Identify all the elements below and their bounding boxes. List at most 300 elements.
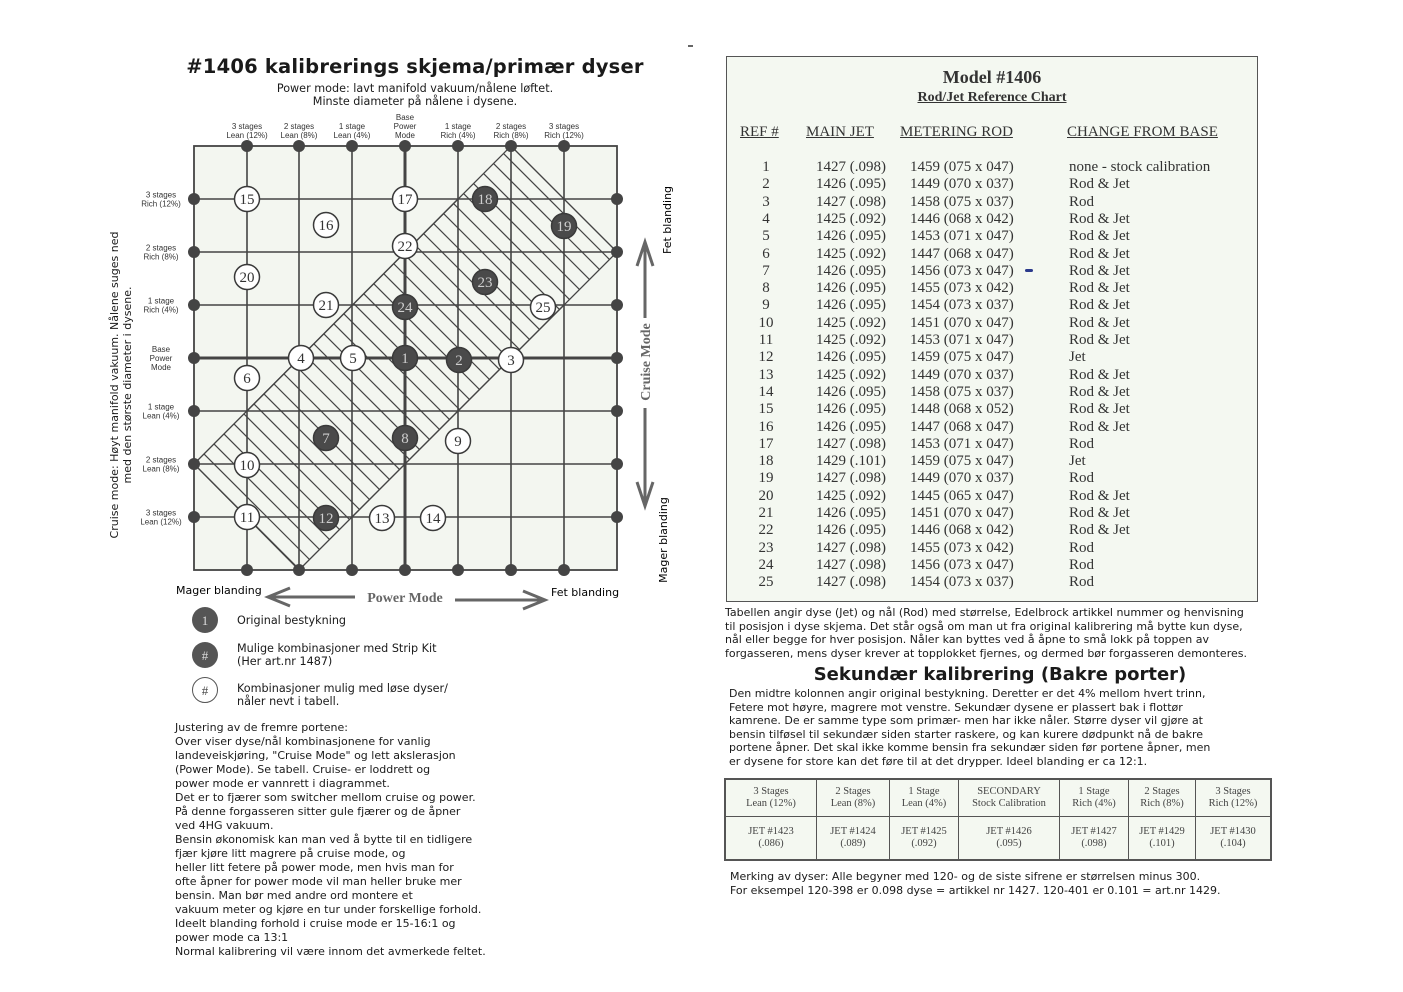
left-row-label: 3 stages bbox=[145, 508, 177, 518]
table-row bbox=[740, 332, 1240, 349]
main-jet: 1426 (.095) bbox=[816, 505, 886, 521]
ref-number: 21 bbox=[758, 505, 774, 521]
edge-dot bbox=[241, 140, 253, 152]
table-row bbox=[740, 246, 1240, 263]
marking-line: For eksempel 120-398 er 0.098 dyse = artikkel nr 1427. 120-401 er 0.101 = art.nr 1429. bbox=[730, 883, 1221, 897]
node-number: 7 bbox=[322, 431, 330, 447]
left-row-label: 3 stages bbox=[145, 190, 177, 200]
jet-size: (.089) bbox=[840, 838, 866, 849]
header-line: 2 Stages bbox=[1144, 785, 1180, 797]
left-row-label: Power bbox=[149, 354, 173, 363]
node-number: 1 bbox=[401, 351, 409, 367]
main-jet: 1427 (.098) bbox=[816, 539, 886, 556]
left-row-label: Lean (4%) bbox=[142, 411, 180, 421]
metering-rod: 1451 (070 x 047) bbox=[910, 505, 1014, 521]
ref-number: 24 bbox=[758, 556, 774, 573]
top-column-label: 3 stages bbox=[548, 122, 580, 131]
change-from-base: Rod & Jet bbox=[1069, 210, 1130, 227]
node-number: 13 bbox=[374, 511, 390, 527]
ref-number: 14 bbox=[758, 383, 774, 400]
secondary-jet-cell bbox=[890, 817, 959, 861]
edge-dot bbox=[293, 564, 305, 576]
top-column-label: Rich (8%) bbox=[493, 131, 529, 140]
metering-rod: 1454 (073 x 037) bbox=[910, 297, 1014, 314]
metering-rod: 1455 (073 x 042) bbox=[910, 539, 1014, 556]
metering-rod: 1459 (075 x 047) bbox=[910, 159, 1014, 175]
legend-label bbox=[237, 682, 448, 708]
secondary-jet-cell bbox=[817, 817, 890, 861]
change-from-base: Rod & Jet bbox=[1069, 418, 1130, 435]
notes-line: ofte åpner for power mode vil man heller bruke mer bbox=[175, 875, 462, 888]
notes-line: Bensin økonomisk kan man ved å bytte til en tidligere bbox=[175, 833, 473, 846]
edge-dot bbox=[399, 564, 411, 576]
jet-number: JET #1423 bbox=[748, 825, 794, 837]
edge-dot bbox=[452, 140, 464, 152]
top-column-label: Lean (4%) bbox=[333, 131, 371, 140]
reference-chart-subtitle: Rod/Jet Reference Chart bbox=[917, 90, 1067, 105]
diagram-subtitle-line-1: Power mode: lavt manifold vakuum/nålene løftet. bbox=[276, 82, 554, 95]
ref-number: 13 bbox=[758, 366, 774, 383]
diagram-subtitle-line-2: Minste diameter på nålene i dysene. bbox=[312, 95, 518, 108]
diagram-node-7 bbox=[314, 426, 339, 451]
secondary-table-header-row bbox=[725, 779, 1271, 817]
metering-rod: 1447 (068 x 047) bbox=[910, 245, 1014, 262]
jet-size: (.098) bbox=[1081, 838, 1107, 849]
pen-mark bbox=[1025, 269, 1033, 272]
node-number: 20 bbox=[239, 270, 255, 286]
diagram-node-12 bbox=[314, 506, 339, 531]
diagram-node-11 bbox=[235, 505, 260, 530]
metering-rod: 1459 (075 x 047) bbox=[910, 349, 1014, 366]
header-line: SECONDARY bbox=[977, 785, 1041, 797]
node-number: 6 bbox=[243, 371, 251, 387]
edge-dot bbox=[452, 564, 464, 576]
edge-dot bbox=[188, 405, 200, 417]
ref-number: 19 bbox=[758, 470, 774, 487]
jet-number: JET #1424 bbox=[830, 825, 876, 837]
node-number: 19 bbox=[556, 219, 572, 235]
metering-rod: 1448 (068 x 052) bbox=[910, 401, 1014, 418]
left-row-label: 1 stage bbox=[147, 402, 175, 412]
reference-chart-rows bbox=[740, 159, 1240, 594]
secondary-column-header bbox=[959, 779, 1060, 817]
node-number: 23 bbox=[477, 275, 493, 291]
diagram-node-18 bbox=[473, 187, 498, 212]
jet-number: JET #1427 bbox=[1071, 825, 1117, 837]
description-line: er dysene for store kan det føre til at det drypper. Ideel blanding er ca 12:1. bbox=[729, 754, 1148, 768]
main-jet: 1426 (.095) bbox=[816, 297, 886, 314]
description-line: til posisjon i dyse skjema. Det står også om man ut fra original kalibrering må bytte kun dyse, bbox=[725, 619, 1243, 633]
diagram-node-10 bbox=[235, 453, 260, 478]
filled-circle-icon: # bbox=[192, 642, 218, 668]
node-number: 9 bbox=[454, 434, 462, 450]
left-row-label: Rich (4%) bbox=[143, 305, 179, 315]
node-number: 18 bbox=[477, 192, 493, 208]
ref-number: 12 bbox=[758, 349, 774, 366]
edge-dot bbox=[611, 511, 623, 523]
node-number: 15 bbox=[239, 192, 255, 208]
change-from-base: Rod & Jet bbox=[1069, 262, 1130, 279]
notes-line: vakuum meter og kjøre en tur under forskellige forhold. bbox=[175, 903, 482, 916]
legend-item-loose-jets bbox=[192, 677, 512, 707]
notes-line: power mode er vannrett i diagrammet. bbox=[175, 777, 390, 790]
diagram-node-5 bbox=[341, 346, 366, 371]
left-row-label: 1 stage bbox=[147, 296, 175, 306]
diagram-node-21 bbox=[314, 293, 339, 318]
metering-rod: 1447 (068 x 047) bbox=[910, 418, 1014, 435]
change-from-base: Rod & Jet bbox=[1069, 487, 1130, 504]
right-axis-title: Cruise Mode bbox=[639, 323, 654, 401]
top-column-label: Mode bbox=[394, 131, 416, 140]
open-circle-icon: # bbox=[192, 677, 218, 703]
secondary-jet-table bbox=[724, 778, 1272, 861]
change-from-base: Rod & Jet bbox=[1069, 522, 1130, 539]
edge-dot bbox=[611, 246, 623, 258]
notes-line: fjær kjøre litt magrere på cruise mode, og bbox=[175, 847, 406, 860]
ref-number: 25 bbox=[758, 574, 774, 591]
left-row-label: Rich (12%) bbox=[141, 199, 181, 209]
node-number: 8 bbox=[401, 431, 409, 447]
header-line: 1 Stage bbox=[908, 785, 940, 797]
legend-label bbox=[237, 642, 437, 668]
table-row bbox=[740, 159, 1240, 176]
top-column-label: 2 stages bbox=[495, 122, 527, 131]
table-row bbox=[740, 470, 1240, 487]
table-row bbox=[740, 540, 1240, 557]
top-column-labels bbox=[226, 113, 584, 140]
notes-line: ved 4HG vakuum. bbox=[175, 819, 274, 832]
bottom-axis-title: Power Mode bbox=[367, 591, 443, 606]
node-number: 2 bbox=[455, 353, 463, 369]
table-row bbox=[740, 436, 1240, 453]
node-number: 24 bbox=[397, 300, 413, 316]
legend-label-line: Kombinasjoner mulig med løse dyser/ bbox=[237, 682, 448, 695]
main-jet: 1425 (.092) bbox=[816, 487, 886, 504]
change-from-base: Rod bbox=[1069, 539, 1095, 556]
edge-dot bbox=[346, 140, 358, 152]
left-row-label: Lean (12%) bbox=[140, 517, 182, 527]
left-row-label: 2 stages bbox=[145, 455, 177, 465]
ref-number: 4 bbox=[762, 210, 770, 227]
table-row bbox=[740, 280, 1240, 297]
table-row bbox=[740, 211, 1240, 228]
jet-size: (.086) bbox=[758, 838, 784, 849]
ref-number: 6 bbox=[762, 245, 770, 262]
notes-line: bensin. Man bør med andre ord montere et bbox=[175, 889, 413, 902]
metering-rod: 1458 (075 x 037) bbox=[910, 383, 1014, 400]
ref-number: 10 bbox=[758, 314, 774, 331]
main-jet: 1427 (.098) bbox=[816, 574, 886, 591]
bottom-axis-right-label: Fet blanding bbox=[551, 586, 620, 599]
ref-number: 7 bbox=[762, 262, 770, 279]
secondary-column-header bbox=[725, 779, 817, 817]
metering-rod: 1456 (073 x 047) bbox=[910, 262, 1014, 279]
change-from-base: Rod & Jet bbox=[1069, 280, 1130, 297]
jet-size: (.092) bbox=[911, 838, 937, 849]
metering-rod: 1445 (065 x 047) bbox=[910, 487, 1014, 504]
notes-line: (Power Mode). Se tabell. Cruise- er loddrett og bbox=[175, 763, 431, 776]
main-jet: 1427 (.098) bbox=[816, 556, 886, 573]
edge-dot bbox=[188, 352, 200, 364]
table-row bbox=[740, 419, 1240, 436]
header-metering-rod: METERING ROD bbox=[900, 124, 1013, 140]
left-row-labels bbox=[140, 191, 182, 527]
node-number: 10 bbox=[239, 458, 255, 474]
secondary-title: Sekundær kalibrering (Bakre porter) bbox=[813, 664, 1187, 685]
ref-number: 1 bbox=[762, 159, 770, 175]
marking-line: Merking av dyser: Alle begyner med 120- og de siste sifrene er størrelsen minus 300. bbox=[730, 870, 1201, 883]
secondary-column-header bbox=[1196, 779, 1272, 817]
metering-rod: 1458 (075 x 037) bbox=[910, 193, 1014, 210]
ref-number: 8 bbox=[762, 280, 770, 297]
metering-rod: 1449 (070 x 037) bbox=[910, 470, 1014, 487]
calibration-diagram bbox=[0, 0, 720, 620]
edge-dot bbox=[505, 140, 517, 152]
header-line: 1 Stage bbox=[1078, 785, 1110, 797]
header-line: Lean (8%) bbox=[830, 798, 876, 809]
secondary-column-header bbox=[817, 779, 890, 817]
ref-number: 18 bbox=[758, 453, 774, 470]
metering-rod: 1459 (075 x 047) bbox=[910, 453, 1014, 470]
jet-number: JET #1430 bbox=[1210, 825, 1256, 837]
main-jet: 1426 (.095) bbox=[816, 401, 886, 418]
description-line: Fetere mot høyre, magrere mot venstre. Sekundær dysene er plassert bak i flottør bbox=[729, 700, 1183, 714]
edge-dot bbox=[293, 140, 305, 152]
metering-rod: 1449 (070 x 037) bbox=[910, 176, 1014, 193]
main-jet: 1429 (.101) bbox=[816, 453, 886, 470]
ref-number: 11 bbox=[758, 332, 774, 348]
table-row bbox=[740, 194, 1240, 211]
filled-circle-icon: 1 bbox=[192, 607, 218, 633]
scan-mark bbox=[688, 45, 693, 47]
table-row bbox=[740, 574, 1240, 591]
secondary-jet-cell bbox=[1196, 817, 1272, 861]
bottom-axis-left-label: Mager blanding bbox=[176, 584, 262, 597]
notes-line: power mode ca 13:1 bbox=[175, 931, 289, 944]
top-column-label: Power bbox=[393, 122, 417, 131]
header-line: Rich (8%) bbox=[1140, 798, 1184, 809]
left-rotated-caption-line-1: Cruise mode: Høyt manifold vakuum. Nålene suges ned bbox=[108, 231, 121, 539]
header-line: 2 Stages bbox=[835, 785, 871, 797]
ref-number: 15 bbox=[758, 401, 774, 418]
description-line: kamrene. De er samme type som primær- men har ikke nåler. Større dyser vil gjøre at bbox=[729, 714, 1203, 728]
change-from-base: Rod & Jet bbox=[1069, 176, 1130, 193]
main-jet: 1427 (.098) bbox=[816, 470, 886, 487]
diagram-node-25 bbox=[531, 295, 556, 320]
ref-number: 9 bbox=[762, 297, 770, 314]
node-number: 3 bbox=[507, 353, 515, 369]
main-jet: 1427 (.098) bbox=[816, 435, 886, 452]
table-row bbox=[740, 297, 1240, 314]
diagram-node-8 bbox=[393, 426, 418, 451]
notes-line: Justering av de fremre portene: bbox=[175, 721, 348, 734]
diagram-node-15 bbox=[235, 187, 260, 212]
change-from-base: none - stock calibration bbox=[1069, 159, 1211, 175]
diagram-node-16 bbox=[314, 213, 339, 238]
ref-number: 3 bbox=[762, 193, 770, 210]
table-row bbox=[740, 315, 1240, 332]
notes-line: Det er to fjærer som switcher mellom cruise og power. bbox=[175, 791, 476, 804]
table-row bbox=[740, 557, 1240, 574]
metering-rod: 1456 (073 x 047) bbox=[910, 556, 1014, 573]
diagram-node-23 bbox=[473, 270, 498, 295]
secondary-description bbox=[729, 687, 1274, 771]
notes-line: landeveiskjøring, "Cruise Mode" og lett akslerasjon bbox=[175, 749, 456, 762]
table-row bbox=[740, 349, 1240, 366]
reference-chart-description bbox=[725, 606, 1285, 662]
main-jet: 1426 (.095) bbox=[816, 176, 886, 193]
left-row-label: Rich (8%) bbox=[143, 252, 179, 262]
top-column-label: Lean (12%) bbox=[226, 131, 268, 140]
header-change-from-base: CHANGE FROM BASE bbox=[1067, 124, 1218, 140]
jet-size: (.104) bbox=[1220, 838, 1246, 849]
jet-marking-note bbox=[730, 870, 1290, 898]
main-jet: 1426 (.095) bbox=[816, 262, 886, 279]
secondary-column-header bbox=[1129, 779, 1196, 817]
reference-chart-model: Model #1406 bbox=[942, 67, 1042, 87]
right-axis-top-label: Fet blanding bbox=[661, 185, 674, 255]
secondary-jet-cell bbox=[959, 817, 1060, 861]
left-rotated-caption-line-2: med den største diameter i dysene. bbox=[121, 286, 134, 484]
main-jet: 1426 (.095) bbox=[816, 349, 886, 366]
arrow-left-icon bbox=[268, 588, 355, 606]
change-from-base: Rod & Jet bbox=[1069, 297, 1130, 314]
change-from-base: Rod bbox=[1069, 574, 1095, 591]
edge-dot bbox=[611, 193, 623, 205]
node-number: 25 bbox=[535, 300, 551, 316]
header-line: Rich (4%) bbox=[1072, 798, 1116, 809]
legend-label: Original bestykning bbox=[237, 614, 347, 627]
top-column-label: Rich (4%) bbox=[440, 131, 476, 140]
header-line: Lean (4%) bbox=[901, 798, 947, 809]
main-jet: 1425 (.092) bbox=[816, 366, 886, 383]
notes-line: Over viser dyse/nål kombinasjonene for vanlig bbox=[175, 735, 431, 748]
node-number: 12 bbox=[318, 511, 334, 527]
notes-line: Ideelt blanding forhold i cruise mode er 15-16:1 og bbox=[175, 917, 456, 930]
notes-line: heller litt fetere på power mode, men hvis man for bbox=[175, 861, 454, 874]
main-jet: 1426 (.095) bbox=[816, 280, 886, 297]
change-from-base: Jet bbox=[1069, 349, 1086, 366]
diagram-node-3 bbox=[499, 348, 524, 373]
ref-number: 2 bbox=[762, 176, 770, 193]
table-row bbox=[740, 505, 1240, 522]
secondary-table-value-row bbox=[725, 817, 1271, 861]
metering-rod: 1449 (070 x 037) bbox=[910, 366, 1014, 383]
node-number: 5 bbox=[349, 351, 357, 367]
ref-number: 17 bbox=[758, 435, 774, 452]
edge-dot bbox=[558, 564, 570, 576]
description-line: bensin tilføsel til sekundær siden starter raskere, og kan kurere dødpunkt nå de bakre bbox=[729, 727, 1204, 741]
diagram-node-22 bbox=[393, 234, 418, 259]
metering-rod: 1446 (068 x 042) bbox=[910, 210, 1014, 227]
edge-dot bbox=[188, 193, 200, 205]
diagram-node-1 bbox=[393, 346, 418, 371]
table-row bbox=[740, 453, 1240, 470]
edge-dot bbox=[399, 140, 411, 152]
main-jet: 1426 (.095) bbox=[816, 228, 886, 245]
edge-dot bbox=[558, 140, 570, 152]
node-number: 16 bbox=[318, 218, 334, 234]
node-number: 14 bbox=[425, 511, 441, 527]
change-from-base: Rod & Jet bbox=[1069, 383, 1130, 400]
metering-rod: 1453 (071 x 047) bbox=[910, 228, 1014, 245]
table-row bbox=[740, 488, 1240, 505]
table-row bbox=[740, 384, 1240, 401]
left-row-label: 2 stages bbox=[145, 243, 177, 253]
edge-dot bbox=[611, 299, 623, 311]
main-jet: 1427 (.098) bbox=[816, 159, 886, 175]
change-from-base: Rod & Jet bbox=[1069, 314, 1130, 331]
ref-number: 20 bbox=[758, 487, 774, 504]
table-row bbox=[740, 176, 1240, 193]
header-line: Stock Calibration bbox=[972, 798, 1046, 809]
node-number: 21 bbox=[318, 298, 334, 314]
jet-number: JET #1425 bbox=[901, 825, 947, 837]
edge-dot bbox=[611, 405, 623, 417]
header-ref-number: REF # bbox=[740, 124, 779, 140]
change-from-base: Rod bbox=[1069, 193, 1095, 210]
ref-number: 23 bbox=[758, 539, 774, 556]
node-number: 17 bbox=[397, 192, 413, 208]
left-row-label: Mode bbox=[150, 363, 172, 372]
left-row-label: Base bbox=[151, 345, 171, 354]
diagram-node-4 bbox=[289, 346, 314, 371]
diagram-node-13 bbox=[370, 506, 395, 531]
ref-number: 5 bbox=[762, 228, 770, 245]
change-from-base: Rod & Jet bbox=[1069, 228, 1130, 245]
description-line: Tabellen angir dyse (Jet) og nål (Rod) med størrelse, Edelbrock artikkel nummer og henvisning bbox=[725, 606, 1244, 619]
arrow-down-icon bbox=[637, 408, 653, 506]
main-jet: 1425 (.092) bbox=[816, 314, 886, 331]
table-row bbox=[740, 367, 1240, 384]
table-row bbox=[740, 228, 1240, 245]
legend-label-line: Mulige kombinasjoner med Strip Kit bbox=[237, 642, 437, 655]
legend-label-line: nåler nevt i tabell. bbox=[237, 695, 340, 708]
main-jet: 1425 (.092) bbox=[816, 245, 886, 262]
description-line: forgasseren, mens dyser krever at topplokket fjernes, og dermed bør forgasseren demonteres. bbox=[725, 646, 1247, 660]
jet-number: JET #1429 bbox=[1139, 825, 1185, 837]
header-line: Lean (12%) bbox=[746, 798, 796, 809]
node-number: 22 bbox=[397, 239, 413, 255]
main-jet: 1427 (.098) bbox=[816, 193, 886, 210]
ref-number: 22 bbox=[758, 522, 774, 539]
top-column-label: 2 stages bbox=[283, 122, 315, 131]
secondary-jet-cell bbox=[725, 817, 817, 861]
main-jet: 1426 (.095) bbox=[816, 383, 886, 400]
table-row bbox=[740, 401, 1240, 418]
metering-rod: 1455 (073 x 042) bbox=[910, 280, 1014, 297]
left-rotated-caption bbox=[108, 232, 134, 539]
diagram-node-6 bbox=[235, 366, 260, 391]
secondary-column-header bbox=[1060, 779, 1129, 817]
notes-line: På denne forgasseren sitter gule fjærer og de åpner bbox=[175, 805, 461, 818]
edge-dot bbox=[611, 458, 623, 470]
edge-dot bbox=[505, 564, 517, 576]
diagram-node-17 bbox=[393, 187, 418, 212]
main-jet: 1425 (.092) bbox=[816, 332, 886, 348]
legend-item-original bbox=[192, 607, 512, 637]
change-from-base: Rod bbox=[1069, 470, 1095, 487]
adjustment-notes bbox=[175, 721, 520, 961]
change-from-base: Rod bbox=[1069, 556, 1095, 573]
diagram-node-2 bbox=[447, 348, 472, 373]
table-row bbox=[740, 263, 1240, 280]
table-row bbox=[740, 522, 1240, 539]
top-column-label: Lean (8%) bbox=[280, 131, 318, 140]
arrow-up-icon bbox=[637, 242, 653, 318]
edge-dot bbox=[188, 458, 200, 470]
metering-rod: 1454 (073 x 037) bbox=[910, 574, 1014, 591]
